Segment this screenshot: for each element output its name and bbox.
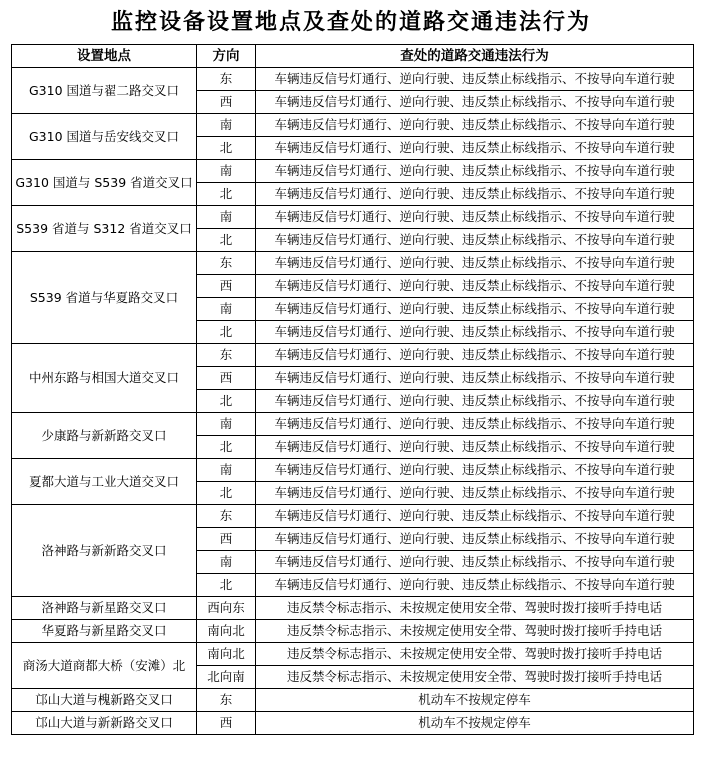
table-row xyxy=(12,620,694,643)
violation-cell: 车辆违反信号灯通行、逆向行驶、违反禁止标线指示、不按导向车道行驶 xyxy=(256,528,694,551)
table-row xyxy=(12,689,694,712)
table-row xyxy=(12,712,694,735)
violation-cell: 机动车不按规定停车 xyxy=(256,712,694,735)
violation-table xyxy=(11,44,694,735)
location-cell: 洛神路与新新路交叉口 xyxy=(12,505,197,597)
violation-cell: 车辆违反信号灯通行、逆向行驶、违反禁止标线指示、不按导向车道行驶 xyxy=(256,68,694,91)
direction-cell: 北 xyxy=(197,183,256,206)
violation-cell: 违反禁令标志指示、未按规定使用安全带、驾驶时拨打接听手持电话 xyxy=(256,643,694,666)
violation-cell: 车辆违反信号灯通行、逆向行驶、违反禁止标线指示、不按导向车道行驶 xyxy=(256,344,694,367)
direction-cell: 西 xyxy=(197,712,256,735)
location-cell: 中州东路与相国大道交叉口 xyxy=(12,344,197,413)
table-row xyxy=(12,413,694,436)
table-row xyxy=(12,252,694,275)
table-body xyxy=(12,68,694,735)
direction-cell: 东 xyxy=(197,344,256,367)
direction-cell: 西 xyxy=(197,367,256,390)
violation-cell: 车辆违反信号灯通行、逆向行驶、违反禁止标线指示、不按导向车道行驶 xyxy=(256,160,694,183)
violation-cell: 车辆违反信号灯通行、逆向行驶、违反禁止标线指示、不按导向车道行驶 xyxy=(256,505,694,528)
violation-cell: 车辆违反信号灯通行、逆向行驶、违反禁止标线指示、不按导向车道行驶 xyxy=(256,413,694,436)
direction-cell: 东 xyxy=(197,68,256,91)
violation-cell: 违反禁令标志指示、未按规定使用安全带、驾驶时拨打接听手持电话 xyxy=(256,666,694,689)
table-row xyxy=(12,160,694,183)
direction-cell: 北 xyxy=(197,390,256,413)
violation-cell: 车辆违反信号灯通行、逆向行驶、违反禁止标线指示、不按导向车道行驶 xyxy=(256,482,694,505)
direction-cell: 北 xyxy=(197,321,256,344)
table-row xyxy=(12,68,694,91)
location-cell: G310 国道与岳安线交叉口 xyxy=(12,114,197,160)
violation-cell: 车辆违反信号灯通行、逆向行驶、违反禁止标线指示、不按导向车道行驶 xyxy=(256,574,694,597)
location-cell: 邙山大道与槐新路交叉口 xyxy=(12,689,197,712)
direction-cell: 东 xyxy=(197,505,256,528)
direction-cell: 南 xyxy=(197,551,256,574)
direction-cell: 东 xyxy=(197,252,256,275)
violation-cell: 车辆违反信号灯通行、逆向行驶、违反禁止标线指示、不按导向车道行驶 xyxy=(256,91,694,114)
direction-cell: 西 xyxy=(197,528,256,551)
table-row xyxy=(12,459,694,482)
table-header-row xyxy=(12,45,694,68)
violation-cell: 车辆违反信号灯通行、逆向行驶、违反禁止标线指示、不按导向车道行驶 xyxy=(256,137,694,160)
violation-cell: 机动车不按规定停车 xyxy=(256,689,694,712)
table-row xyxy=(12,643,694,666)
header-direction: 方向 xyxy=(197,45,256,68)
location-cell: 夏都大道与工业大道交叉口 xyxy=(12,459,197,505)
violation-cell: 车辆违反信号灯通行、逆向行驶、违反禁止标线指示、不按导向车道行驶 xyxy=(256,275,694,298)
direction-cell: 北 xyxy=(197,137,256,160)
direction-cell: 南 xyxy=(197,206,256,229)
violation-cell: 车辆违反信号灯通行、逆向行驶、违反禁止标线指示、不按导向车道行驶 xyxy=(256,459,694,482)
violation-cell: 车辆违反信号灯通行、逆向行驶、违反禁止标线指示、不按导向车道行驶 xyxy=(256,390,694,413)
location-cell: 邙山大道与新新路交叉口 xyxy=(12,712,197,735)
direction-cell: 西向东 xyxy=(197,597,256,620)
table-row xyxy=(12,344,694,367)
violation-cell: 违反禁令标志指示、未按规定使用安全带、驾驶时拨打接听手持电话 xyxy=(256,620,694,643)
direction-cell: 南向北 xyxy=(197,620,256,643)
location-cell: 少康路与新新路交叉口 xyxy=(12,413,197,459)
direction-cell: 北 xyxy=(197,574,256,597)
location-cell: G310 国道与翟二路交叉口 xyxy=(12,68,197,114)
table-row xyxy=(12,597,694,620)
direction-cell: 北 xyxy=(197,436,256,459)
violation-cell: 车辆违反信号灯通行、逆向行驶、违反禁止标线指示、不按导向车道行驶 xyxy=(256,367,694,390)
header-violation: 查处的道路交通违法行为 xyxy=(256,45,694,68)
location-cell: G310 国道与 S539 省道交叉口 xyxy=(12,160,197,206)
violation-cell: 车辆违反信号灯通行、逆向行驶、违反禁止标线指示、不按导向车道行驶 xyxy=(256,229,694,252)
direction-cell: 北向南 xyxy=(197,666,256,689)
header-location: 设置地点 xyxy=(12,45,197,68)
violation-cell: 违反禁令标志指示、未按规定使用安全带、驾驶时拨打接听手持电话 xyxy=(256,597,694,620)
direction-cell: 西 xyxy=(197,275,256,298)
violation-cell: 车辆违反信号灯通行、逆向行驶、违反禁止标线指示、不按导向车道行驶 xyxy=(256,114,694,137)
direction-cell: 南 xyxy=(197,413,256,436)
violation-cell: 车辆违反信号灯通行、逆向行驶、违反禁止标线指示、不按导向车道行驶 xyxy=(256,298,694,321)
direction-cell: 南 xyxy=(197,114,256,137)
direction-cell: 北 xyxy=(197,482,256,505)
direction-cell: 南 xyxy=(197,160,256,183)
violation-cell: 车辆违反信号灯通行、逆向行驶、违反禁止标线指示、不按导向车道行驶 xyxy=(256,551,694,574)
violation-cell: 车辆违反信号灯通行、逆向行驶、违反禁止标线指示、不按导向车道行驶 xyxy=(256,206,694,229)
direction-cell: 南向北 xyxy=(197,643,256,666)
location-cell: 洛神路与新星路交叉口 xyxy=(12,597,197,620)
direction-cell: 南 xyxy=(197,298,256,321)
violation-cell: 车辆违反信号灯通行、逆向行驶、违反禁止标线指示、不按导向车道行驶 xyxy=(256,183,694,206)
page-title: 监控设备设置地点及查处的道路交通违法行为 xyxy=(110,9,591,35)
table-row xyxy=(12,206,694,229)
violation-cell: 车辆违反信号灯通行、逆向行驶、违反禁止标线指示、不按导向车道行驶 xyxy=(256,252,694,275)
direction-cell: 南 xyxy=(197,459,256,482)
direction-cell: 东 xyxy=(197,689,256,712)
violation-cell: 车辆违反信号灯通行、逆向行驶、违反禁止标线指示、不按导向车道行驶 xyxy=(256,436,694,459)
table-row xyxy=(12,114,694,137)
location-cell: S539 省道与华夏路交叉口 xyxy=(12,252,197,344)
location-cell: 华夏路与新星路交叉口 xyxy=(12,620,197,643)
violation-cell: 车辆违反信号灯通行、逆向行驶、违反禁止标线指示、不按导向车道行驶 xyxy=(256,321,694,344)
direction-cell: 西 xyxy=(197,91,256,114)
table-row xyxy=(12,505,694,528)
location-cell: S539 省道与 S312 省道交叉口 xyxy=(12,206,197,252)
location-cell: 商汤大道商都大桥（安滩）北 xyxy=(12,643,197,689)
direction-cell: 北 xyxy=(197,229,256,252)
